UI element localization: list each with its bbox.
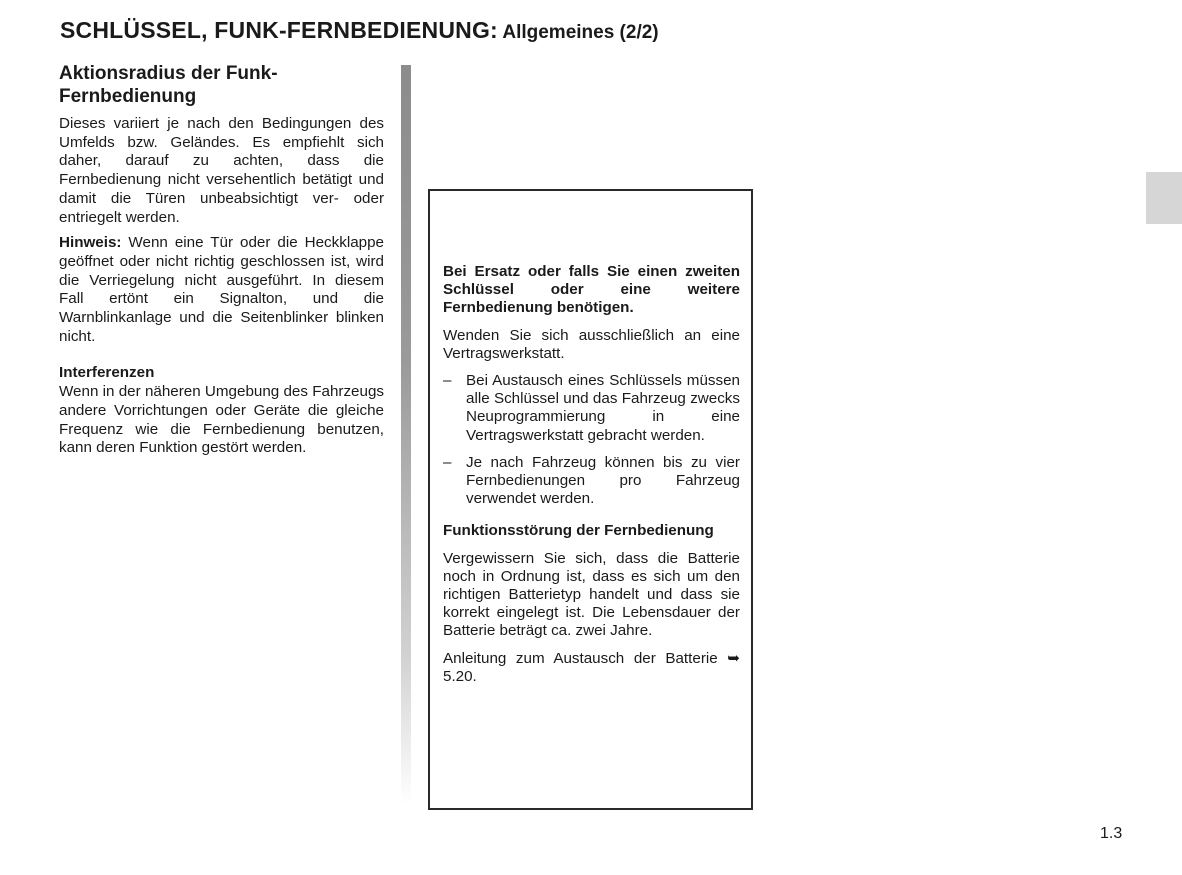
key-info-list <box>443 372 740 508</box>
list-item <box>443 372 740 445</box>
dash-bullet: – <box>443 372 452 390</box>
page-number: 1.3 <box>1100 825 1123 842</box>
dash-bullet: – <box>443 453 452 471</box>
malfunction-heading: Funktionsstörung der Fernbedienung <box>443 522 714 540</box>
range-heading: Aktionsradius der Funk-Fernbedienung <box>59 63 278 107</box>
malfunction-paragraph: Vergewissern Sie sich, dass die Batterie noch in Ordnung ist, dass es sich um den richtigen Batterietyp handelt und dass sie korrekt eingelegt ist. Die Lebensdauer der Batterie beträgt ca. zwei Jahre. <box>443 549 740 640</box>
page-title-sub: Allgemeines (2/2) <box>502 22 659 43</box>
page-title <box>60 17 659 44</box>
info-box <box>428 189 753 810</box>
note-text: Wenn eine Tür oder die Heckklappe geöffnet oder nicht richtig geschlossen ist, wird die Verriegelung nicht ausgeführt. In diesem Fall ertönt ein Signalton, und die Warnblinkanlage und die Seitenblinker blinken nicht. <box>59 234 384 345</box>
replacement-lead: Bei Ersatz oder falls Sie einen zweiten Schlüssel oder eine weitere Fernbedienung benötigen. <box>443 263 740 317</box>
list-item-text: Bei Austausch eines Schlüssels müssen alle Schlüssel und das Fahrzeug zwecks Neuprogrammierung in eine Vertragswerkstatt gebracht werden. <box>466 372 740 444</box>
interference-heading: Interferenzen <box>59 364 155 382</box>
note-label: Hinweis: <box>59 234 122 252</box>
left-column <box>59 62 384 465</box>
chapter-side-tab <box>1146 172 1182 224</box>
page-title-main: SCHLÜSSEL, FUNK-FERNBEDIENUNG: <box>60 17 498 43</box>
info-box-content <box>443 263 740 695</box>
range-paragraph: Dieses variiert je nach den Bedingungen des Umfelds bzw. Geländes. Es empfiehlt sich daher, darauf zu achten, dass die Fernbedienung nicht versehentlich betätigt und damit die Türen unbeabsichtigt ver- oder entriegelt werden. <box>59 115 384 226</box>
note-paragraph <box>59 234 384 346</box>
battery-reference: Anleitung zum Austausch der Batterie ➥ 5.20. <box>443 649 740 685</box>
list-item-text: Je nach Fahrzeug können bis zu vier Fernbedienungen pro Fahrzeug verwendet werden. <box>466 453 740 508</box>
column-divider-bar <box>401 65 411 805</box>
interference-paragraph: Wenn in der näheren Umgebung des Fahrzeugs andere Vorrichtungen oder Geräte die gleiche Frequenz wie die Fernbedienung benutzen, kann deren Funktion gestört werden. <box>59 383 384 457</box>
list-item <box>443 454 740 509</box>
dealer-instruction: Wenden Sie sich ausschließlich an eine Vertragswerkstatt. <box>443 326 740 362</box>
